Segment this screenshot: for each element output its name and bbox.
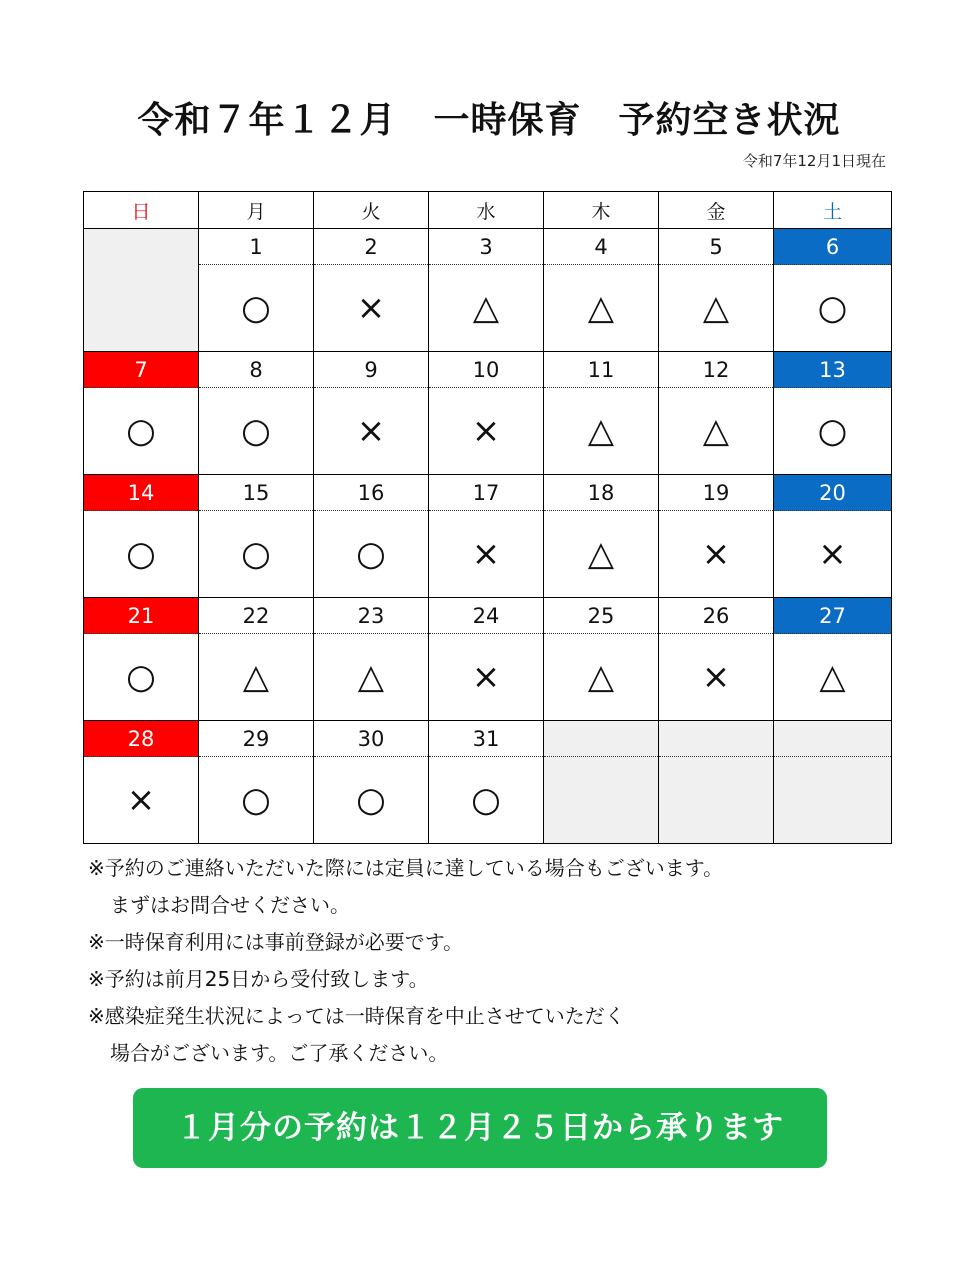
date-cell: 26	[659, 598, 774, 634]
availability-row	[84, 511, 892, 598]
availability-mark: ○	[774, 265, 892, 352]
availability-mark: ○	[84, 634, 199, 721]
availability-mark: △	[544, 265, 659, 352]
date-cell-saturday: 13	[774, 352, 892, 388]
date-row	[84, 721, 892, 757]
availability-mark: ×	[429, 511, 544, 598]
date-cell-sunday: 14	[84, 475, 199, 511]
empty-cell	[774, 757, 892, 844]
availability-mark: ○	[199, 511, 314, 598]
date-cell: 8	[199, 352, 314, 388]
date-cell: 19	[659, 475, 774, 511]
date-cell: 15	[199, 475, 314, 511]
availability-mark: ○	[199, 388, 314, 475]
availability-mark: ×	[429, 388, 544, 475]
date-cell-saturday: 27	[774, 598, 892, 634]
date-row	[84, 352, 892, 388]
date-cell-sunday: 28	[84, 721, 199, 757]
availability-mark: ×	[774, 511, 892, 598]
availability-mark: △	[659, 265, 774, 352]
notes	[88, 850, 723, 1072]
weekday-fri: 金	[659, 192, 774, 229]
availability-mark: ○	[429, 757, 544, 844]
availability-mark: △	[544, 634, 659, 721]
date-cell-saturday: 20	[774, 475, 892, 511]
note-line: 場合がございます。ご了承ください。	[110, 1041, 449, 1065]
date-cell: 4	[544, 229, 659, 265]
date-row	[84, 475, 892, 511]
availability-mark: △	[544, 388, 659, 475]
weekday-sat: 土	[774, 192, 892, 229]
date-cell: 30	[314, 721, 429, 757]
empty-cell	[84, 229, 199, 352]
availability-mark: ○	[314, 757, 429, 844]
reservation-banner: １月分の予約は１２月２５日から承ります	[133, 1088, 827, 1168]
note-line: ※予約のご連絡いただいた際には定員に達している場合もございます。	[88, 856, 724, 880]
empty-cell	[774, 721, 892, 757]
note-line: ※一時保育利用には事前登録が必要です。	[88, 930, 464, 954]
availability-row	[84, 265, 892, 352]
weekday-thu: 木	[544, 192, 659, 229]
empty-cell	[659, 721, 774, 757]
weekday-sun: 日	[84, 192, 199, 229]
note-line: ※感染症発生状況によっては一時保育を中止させていただく	[88, 1004, 625, 1028]
date-cell: 31	[429, 721, 544, 757]
date-row	[84, 598, 892, 634]
date-cell: 24	[429, 598, 544, 634]
empty-cell	[544, 757, 659, 844]
availability-mark: ○	[199, 757, 314, 844]
date-cell: 3	[429, 229, 544, 265]
availability-mark: ×	[314, 388, 429, 475]
date-cell: 12	[659, 352, 774, 388]
empty-cell	[659, 757, 774, 844]
date-cell: 23	[314, 598, 429, 634]
weekday-header-row	[84, 192, 892, 229]
date-cell: 16	[314, 475, 429, 511]
date-cell: 25	[544, 598, 659, 634]
availability-mark: △	[429, 265, 544, 352]
date-cell-sunday: 7	[84, 352, 199, 388]
availability-mark: ○	[199, 265, 314, 352]
availability-calendar	[83, 191, 892, 844]
note-line: まずはお問合せください。	[110, 893, 350, 917]
date-cell: 22	[199, 598, 314, 634]
weekday-tue: 火	[314, 192, 429, 229]
date-cell: 5	[659, 229, 774, 265]
availability-mark: △	[774, 634, 892, 721]
availability-row	[84, 388, 892, 475]
date-cell: 9	[314, 352, 429, 388]
weekday-mon: 月	[199, 192, 314, 229]
availability-row	[84, 757, 892, 844]
date-cell: 29	[199, 721, 314, 757]
availability-mark: ○	[774, 388, 892, 475]
date-cell: 10	[429, 352, 544, 388]
availability-mark: ○	[314, 511, 429, 598]
as-of-date: 令和7年12月1日現在	[742, 152, 886, 170]
availability-mark: ×	[429, 634, 544, 721]
availability-mark: △	[544, 511, 659, 598]
weekday-wed: 水	[429, 192, 544, 229]
note-line: ※予約は前月25日から受付致します。	[88, 967, 429, 991]
availability-mark: △	[199, 634, 314, 721]
availability-mark: ○	[84, 511, 199, 598]
availability-mark: ×	[314, 265, 429, 352]
availability-mark: ×	[659, 634, 774, 721]
date-cell: 2	[314, 229, 429, 265]
availability-mark: △	[314, 634, 429, 721]
availability-mark: △	[659, 388, 774, 475]
date-row	[84, 229, 892, 265]
date-cell-saturday: 6	[774, 229, 892, 265]
date-cell: 11	[544, 352, 659, 388]
date-cell-sunday: 21	[84, 598, 199, 634]
availability-mark: ×	[84, 757, 199, 844]
availability-mark: ×	[659, 511, 774, 598]
availability-row	[84, 634, 892, 721]
date-cell: 18	[544, 475, 659, 511]
date-cell: 17	[429, 475, 544, 511]
date-cell: 1	[199, 229, 314, 265]
empty-cell	[544, 721, 659, 757]
availability-mark: ○	[84, 388, 199, 475]
page-title: 令和７年１２月 一時保育 予約空き状況	[137, 100, 841, 141]
